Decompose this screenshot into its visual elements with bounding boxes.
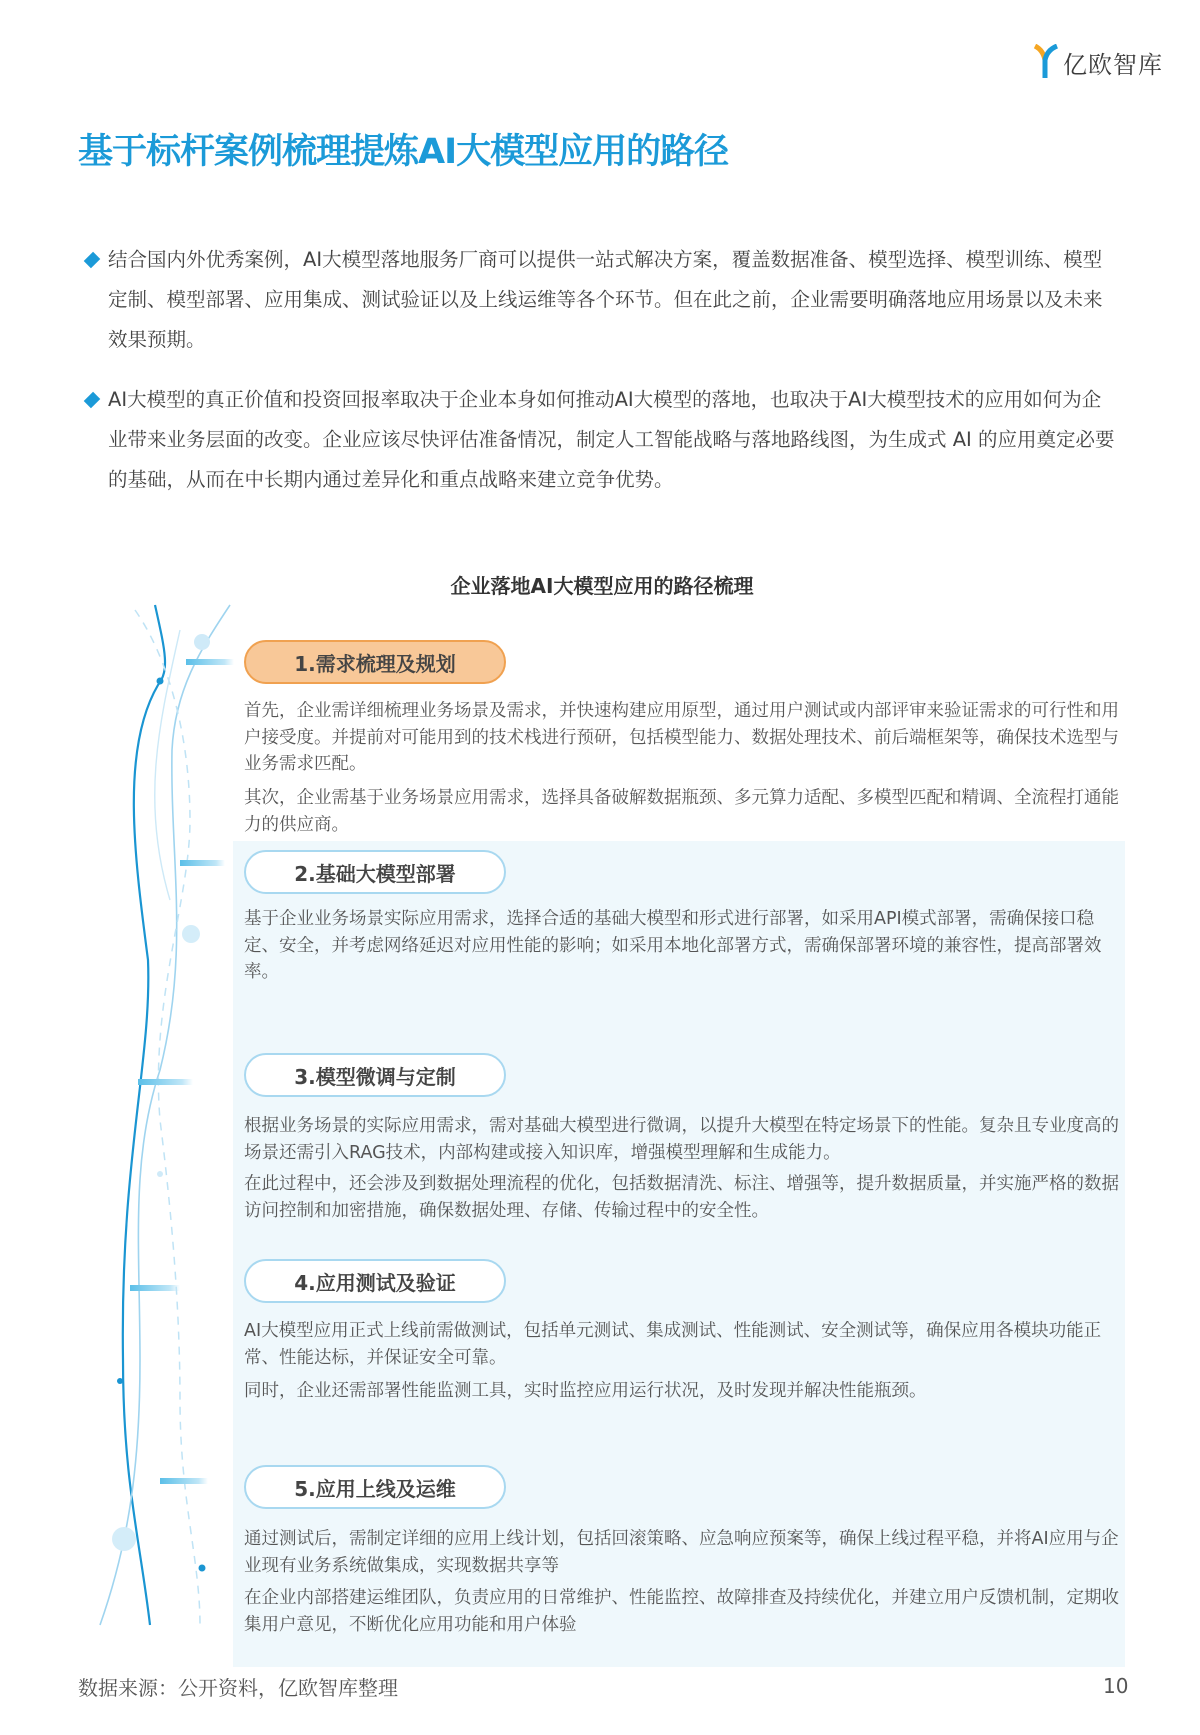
diagram-title: 企业落地AI大模型应用的路径梳理 <box>450 574 754 598</box>
logo-text: 亿欧智库 <box>1063 50 1163 79</box>
diamond-bullet-icon <box>84 392 101 409</box>
data-source-note: 数据来源：公开资料，亿欧智库整理 <box>78 1676 398 1700</box>
logo-mark-icon <box>1033 44 1059 80</box>
connector-line <box>160 1478 208 1484</box>
connector-line <box>180 860 225 866</box>
diamond-bullet-icon <box>84 252 101 269</box>
bullet-item <box>86 380 1116 500</box>
step-5-text: 在企业内部搭建运维团队，负责应用的日常维护、性能监控、故障排查及持续优化，并建立用户反馈机制，定期收集用户意见，不断优化应用功能和用户体验 <box>244 1588 1119 1635</box>
step-1-label: 1.需求梳理及规划 <box>244 640 506 684</box>
step-4-text: 同时，企业还需部署性能监测工具，实时监控应用运行状况，及时发现并解决性能瓶颈。 <box>244 1381 927 1401</box>
step-3-label: 3.模型微调与定制 <box>244 1053 506 1097</box>
bullet-item <box>86 240 1116 360</box>
connector-line <box>138 1079 193 1085</box>
step-3-text: 在此过程中，还会涉及到数据处理流程的优化，包括数据清洗、标注、增强等，提升数据质量，并实施严格的数据访问控制和加密措施，确保数据处理、存储、传输过程中的安全性。 <box>244 1174 1119 1221</box>
step-5-text: 通过测试后，需制定详细的应用上线计划，包括回滚策略、应急响应预案等，确保上线过程平稳，并将AI应用与企业现有业务系统做集成，实现数据共享等 <box>244 1529 1119 1576</box>
step-1-text: 其次，企业需基于业务场景应用需求，选择具备破解数据瓶颈、多元算力适配、多模型匹配和精调、全流程打通能力的供应商。 <box>244 788 1119 835</box>
connector-line <box>186 659 234 665</box>
connector-line <box>130 1285 180 1291</box>
step-1-text: 首先，企业需详细梳理业务场景及需求，并快速构建应用原型，通过用户测试或内部评审来验证需求的可行性和用户接受度。并提前对可能用到的技术栈进行预研，包括模型能力、数据处理技术、前后端框架等，确保技术选型与业务需求匹配。 <box>244 701 1119 774</box>
brand-logo <box>1033 42 1163 82</box>
step-5-label: 5.应用上线及运维 <box>244 1465 506 1509</box>
page-title: 基于标杆案例梳理提炼AI大模型应用的路径 <box>78 132 729 172</box>
page-number: 10 <box>1103 1674 1129 1698</box>
step-3-text: 根据业务场景的实际应用需求，需对基础大模型进行微调，以提升大模型在特定场景下的性能。复杂且专业度高的场景还需引入RAG技术，内部构建或接入知识库，增强模型理解和生成能力。 <box>244 1116 1119 1163</box>
step-4-text: AI大模型应用正式上线前需做测试，包括单元测试、集成测试、性能测试、安全测试等，确保应用各模块功能正常、性能达标，并保证安全可靠。 <box>244 1321 1102 1368</box>
step-2-text: 基于企业业务场景实际应用需求，选择合适的基础大模型和形式进行部署，如采用API模式部署，需确保接口稳定、安全，并考虑网络延迟对应用性能的影响；如采用本地化部署方式，需确保部署环境的兼容性，提高部署效率。 <box>244 909 1102 982</box>
bullet-text: 结合国内外优秀案例，AI大模型落地服务厂商可以提供一站式解决方案，覆盖数据准备、模型选择、模型训练、模型定制、模型部署、应用集成、测试验证以及上线运维等各个环节。但在此之前，企业需要明确落地应用场景以及未来效果预期。 <box>108 248 1103 351</box>
step-4-label: 4.应用测试及验证 <box>244 1259 506 1303</box>
step-2-label: 2.基础大模型部署 <box>244 850 506 894</box>
bullet-text: AI大模型的真正价值和投资回报率取决于企业本身如何推动AI大模型的落地，也取决于AI大模型技术的应用如何为企业带来业务层面的改变。企业应该尽快评估准备情况，制定人工智能战略与落地路线图，为生成式 AI 的应用奠定必要的基础，从而在中长期内通过差异化和重点战略来建立竞争优势。 <box>108 388 1115 491</box>
